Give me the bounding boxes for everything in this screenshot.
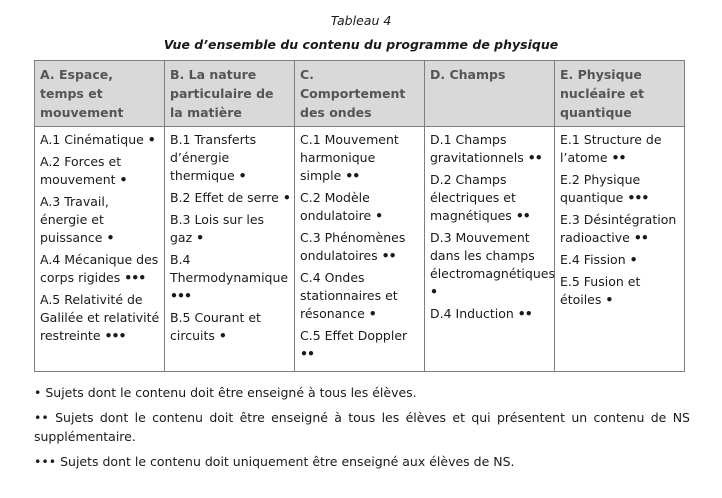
level-marker: • (238, 168, 246, 183)
topic-cell (425, 127, 555, 372)
topic-item (40, 251, 160, 287)
level-marker: • (368, 306, 376, 321)
column-header: B. La nature particulaire de la matière (165, 61, 295, 127)
level-marker: • (147, 132, 155, 147)
topic-text: B.1 Transferts d’énergie thermique (170, 132, 257, 183)
table-title: Vue d’ensemble du contenu du programme de physique (163, 37, 559, 52)
legend-three-dots: ••• Sujets dont le contenu doit uniquement être enseigné aux élèves de NS. (34, 454, 515, 469)
topic-item (300, 269, 420, 323)
topic-text: E.4 Fission (560, 252, 626, 267)
topic-text: C.2 Modèle ondulatoire (300, 190, 372, 223)
topic-text: B.4 Thermodynamique (170, 252, 289, 285)
column-header: D. Champs (425, 61, 555, 127)
topic-text: E.1 Structure de l’atome (560, 132, 662, 165)
topic-text: C.1 Mouvement harmonique simple (300, 132, 399, 183)
topic-text: A.4 Mécanique des corps rigides (40, 252, 159, 285)
topic-text: D.1 Champs gravitationnels (430, 132, 524, 165)
topic-item (430, 131, 550, 167)
topic-item (170, 251, 290, 305)
level-marker: ••• (124, 270, 146, 285)
topic-text: E.5 Fusion et étoiles (560, 274, 641, 307)
column-header: C. Comportement des ondes (295, 61, 425, 127)
topic-item (300, 229, 420, 265)
topic-text: C.3 Phénomènes ondulatoires (300, 230, 406, 263)
level-marker: ••• (170, 288, 191, 303)
topic-item (40, 131, 160, 149)
level-marker: • (375, 208, 383, 223)
column-header: A. Espace, temps et mouvement (35, 61, 165, 127)
topic-text: A.3 Travail, énergie et puissance (40, 194, 109, 245)
topic-cell (295, 127, 425, 372)
level-marker: •• (381, 248, 396, 263)
level-marker: ••• (104, 328, 126, 343)
level-marker: •• (345, 168, 360, 183)
topic-item (40, 193, 160, 247)
legend-two-dots: •• Sujets dont le contenu doit être enseigné à tous les élèves et qui présentent un contenu de NS supplémentaire. (34, 410, 690, 444)
topic-item (170, 131, 290, 185)
level-marker: • (119, 172, 127, 187)
topic-item (170, 189, 290, 207)
level-marker: •• (515, 208, 530, 223)
topic-item (560, 171, 680, 207)
topic-text: E.3 Désintégration radioactive (560, 212, 677, 245)
level-marker: •• (517, 306, 532, 321)
topic-item (560, 131, 680, 167)
level-marker: •• (300, 346, 314, 361)
header-row (35, 61, 685, 127)
topic-text: A.2 Forces et mouvement (40, 154, 122, 187)
topic-cell (165, 127, 295, 372)
topic-item (40, 153, 160, 189)
topic-text: B.5 Courant et circuits (170, 310, 261, 343)
topic-item (170, 211, 290, 247)
topic-item (300, 131, 420, 185)
level-marker: •• (527, 150, 542, 165)
table-label: Tableau 4 (330, 13, 392, 28)
topic-item (170, 309, 290, 345)
topic-cell (555, 127, 685, 372)
topic-item (40, 291, 160, 345)
topic-text: E.2 Physique quantique (560, 172, 641, 205)
topic-text: C.5 Effet Doppler (300, 328, 408, 343)
topic-item (430, 305, 550, 323)
level-marker: • (605, 292, 613, 307)
topic-text: D.2 Champs électriques et magnétiques (430, 172, 516, 223)
topic-text: B.2 Effet de serre (170, 190, 279, 205)
level-marker: •• (611, 150, 626, 165)
level-marker: • (430, 284, 437, 299)
topic-item (560, 211, 680, 247)
legend-one-dot: • Sujets dont le contenu doit être enseigné à tous les élèves. (34, 385, 417, 400)
topic-text: B.3 Lois sur les gaz (170, 212, 265, 245)
level-marker: • (282, 190, 290, 205)
table-row (35, 127, 685, 372)
topic-text: D.4 Induction (430, 306, 514, 321)
topic-item (300, 189, 420, 225)
topic-item (560, 251, 680, 269)
level-marker: • (218, 328, 226, 343)
level-marker: • (629, 252, 637, 267)
topic-text: A.5 Relativité de Galilée et relativité restreinte (40, 292, 160, 343)
level-marker: • (106, 230, 114, 245)
topic-item (430, 171, 550, 225)
topic-item (430, 229, 555, 301)
program-overview-table (34, 60, 685, 372)
topic-item (300, 327, 420, 363)
topic-item (560, 273, 680, 309)
level-marker: ••• (627, 190, 649, 205)
topic-cell (35, 127, 165, 372)
topic-text: C.4 Ondes stationnaires et résonance (300, 270, 398, 321)
level-marker: • (196, 230, 204, 245)
topic-text: D.3 Mouvement dans les champs électromagnétiques (430, 230, 555, 281)
topic-text: A.1 Cinématique (40, 132, 144, 147)
column-header: E. Physique nucléaire et quantique (555, 61, 685, 127)
level-marker: •• (633, 230, 648, 245)
